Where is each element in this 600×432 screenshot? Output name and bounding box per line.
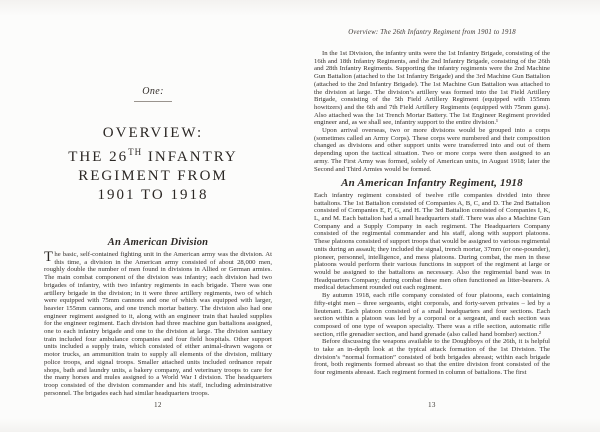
body-paragraph: The basic, self-contained fighting unit in the American army was the division. At this time, a division in the American army consisted of about 28,000 men, roughly double the number of men found in divisions in Allied or German armies. The main combat component of the division was infantry; each division had two brigades of infantry, with two infantry regiments in each brigade. There was one artillery brigade in the division; in it were three artillery regiments, two of which were equipped with 75mm cannons and one of which was equipped with larger, heavier 155mm cannons, and one trench mortar battery. The division also had one engineer regiment assigned to it, along with an engineer train that hauled supplies for the engineer regiment. Each division had three machine gun battalions assigned, one to each infantry brigade and one to the division at large. The division sanitary train included four ambulance companies and four field hospitals. Other support units included a supply train, which consisted of either animal-drawn wagons or motor trucks, an ammunition train to supply all elements of the division, military police troops, and signal troops. Smaller attached units included ordnance repair shops, bath and laundry units, a bakery company, and veterinary troops to care for the many horses and mules assigned to a World War I division. The headquarters troop consisted of the division commander and his staff, including administrative personnel. The brigades each had similar headquarters troops. <box>44 249 272 397</box>
chapter-title-line: REGIMENT FROM <box>78 168 228 184</box>
right-page <box>314 0 550 432</box>
chapter-title-line: 1901 TO 1918 <box>97 187 209 203</box>
body-text <box>44 251 272 397</box>
ordinal-superscript: TH <box>128 147 143 157</box>
chapter-title-line: THE 26TH INFANTRY <box>68 147 238 165</box>
body-paragraph: Each infantry regiment consisted of twelve rifle companies divided into three battalions. The 1st Battalion consisted of Companies A, B, C, and D. The 2nd Battalion consisted of Companies E, F, G, and H. The 3rd Battalion consisted of Companies I, K, L, and M. Each battalion had a small headquarters staff. There was also a Machine Gun Company and a Supply Company in each regiment. The Headquarters Company consisted of the regimental commander and his staff, along with support platoons. These platoons consisted of support troops that would be assigned to various regimental units during an assault; they included the signal, trench mortar, 37mm (or one-pounder), pioneer, personnel, intelligence, and mess platoons. During combat, the men in these platoons would perform their various functions in support of the regiment at large or would be assigned to the battalions as necessary. Also the regimental band was in Headquarters Company; during combat these men often functioned as litter-bearers. A medical detachment rounded out each regiment. <box>314 191 550 292</box>
left-page <box>44 0 272 432</box>
chapter-label: One: <box>142 86 164 97</box>
section-heading: An American Infantry Regiment, 1918 <box>341 177 523 190</box>
section-heading: An American Division <box>107 237 209 248</box>
body-paragraph: In the 1st Division, the infantry units were the 1st Infantry Brigade, consisting of the 16th and 18th Infantry Regiments, and the 2nd Infantry Brigade, consisting of the 26th and 28th Infantry Regiments. Supporting the infantry regiments were the 2nd Machine Gun Battalion (attached to the 1st Infantry Brigade) and the 3rd Machine Gun Battalion (attached to the 2nd Infantry Brigade). The 1st Machine Gun Battalion was attached to the division at large. The division’s artillery was formed into the 1st Field Artillery Brigade, consisting of the 5th Field Artillery Regiment (equipped with 155mm howitzers) and the 6th and 7th Field Artillery Regiments (equipped with 75mm guns). Also attached was the 1st Trench Mortar Battery. The 1st Engineer Regiment provided engineer and, as we shall see, infantry support to the entire division.¹ <box>314 50 550 127</box>
body-text <box>314 50 550 377</box>
chapter-title <box>38 124 268 205</box>
chapter-title-line: OVERVIEW: <box>102 125 204 141</box>
running-header: Overview: The 26th Infantry Regiment from 1901 to 1918 <box>348 29 516 36</box>
body-paragraph: By autumn 1918, each rifle company consisted of four platoons, each containing fifty-eight men – three sergeants, eight corporals, and forty-seven privates – led by a lieutenant. Each platoon consisted of a small headquarters and four sections. Each section within a platoon was led by a corporal or a sergeant, and each section was composed of one type of weapon specialty. There was a rifle section, automatic rifle section, rifle grenadier section, and hand grenade (also called hand bomber) section.² <box>314 292 550 338</box>
page-number-right: 13 <box>428 402 436 409</box>
body-paragraph: Upon arrival overseas, two or more divisions would be grouped into a corps (sometimes called an Army Corps). These corps were numbered and their composition changed as divisions and other support units were transferred into and out of them depending upon the tactical situation. Two or more corps were then assigned to an army. The First Army was formed, solely of American units, in August 1918; later the Second and Third Armies would be formed. <box>314 127 550 173</box>
page-number-left: 12 <box>154 402 162 409</box>
drop-cap: T <box>44 249 53 265</box>
chapter-rule-divider <box>134 101 172 102</box>
body-paragraph: Before discussing the weapons available to the Doughboys of the 26th, it is helpful to take an in-depth look at the typical attack formation of the 1st Division. The division’s “normal formation” consisted of both brigades abreast; within each brigade front, both regiments formed abreast so that the entire division front consisted of the four regiments abreast. Each regiment formed in column of battalions. The first <box>314 338 550 377</box>
